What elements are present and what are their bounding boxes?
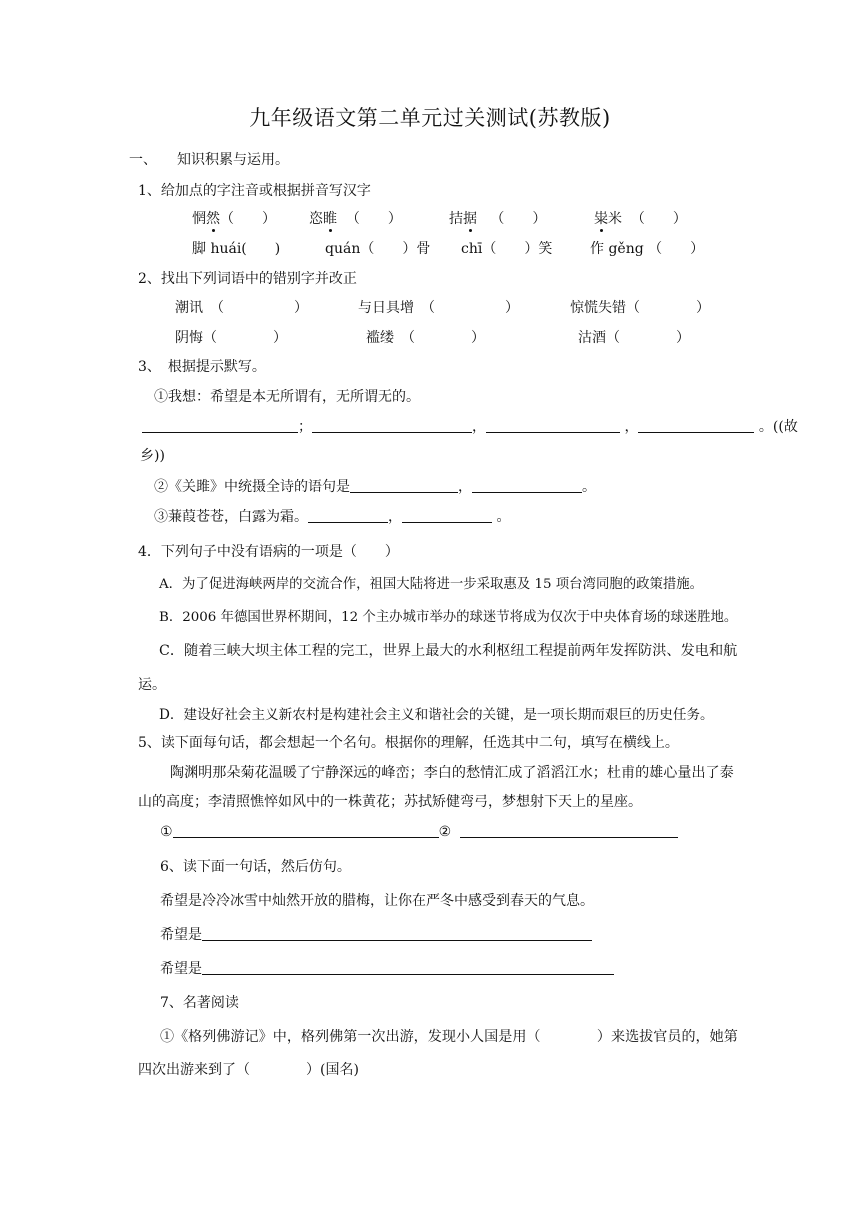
answer-blank[interactable] xyxy=(350,478,458,493)
q6-answer-1: 希望是 xyxy=(160,926,592,944)
question-3-label: 3、 根据提示默写。 xyxy=(138,359,266,375)
q2-word-2: 与日具增 （ ） xyxy=(358,300,519,316)
answer-blank[interactable] xyxy=(486,418,620,433)
q3-item-1-source: 乡)) xyxy=(140,448,165,464)
q5-passage-line-1: 陶渊明那朵菊花温暖了宁静深远的峰峦；李白的愁情汇成了滔滔江水；杜甫的雄心量出了泰 xyxy=(170,765,734,781)
answer-blank[interactable] xyxy=(402,508,492,523)
question-2-label: 2、找出下列词语中的错别字并改正 xyxy=(138,271,357,287)
q4-option-a: A．为了促进海峡两岸的交流合作，祖国大陆将进一步采取惠及 15 项台湾同胞的政策措施。 xyxy=(159,577,704,592)
q7-line-1: ①《格列佛游记》中，格列佛第一次出游，发现小人国是用（ ）来选拔官员的，她第 xyxy=(160,1029,738,1045)
answer-blank[interactable] xyxy=(472,478,582,493)
q1-pinyin-4: 作 gěng （ ） xyxy=(590,241,705,257)
answer-blank[interactable] xyxy=(202,926,592,941)
q3-item-1-prompt: ①我想：希望是本无所谓有，无所谓无的。 xyxy=(154,389,420,405)
answer-blank[interactable] xyxy=(142,418,298,433)
q5-answer-line: ① ② xyxy=(160,823,678,841)
answer-blank[interactable] xyxy=(638,418,754,433)
q4-option-d: D．建设好社会主义新农村是构建社会主义和谐社会的关键，是一项长期而艰巨的历史任务。 xyxy=(159,707,714,723)
q5-passage-line-2: 山的高度；李清照憔悴如风中的一株黄花；苏拭矫健弯弓，梦想射下天上的星座。 xyxy=(138,794,642,810)
q1-pinyin-2: quán（ ）骨 xyxy=(325,241,431,257)
question-6-label: 6、读下面一句话，然后仿句。 xyxy=(160,859,351,875)
q4-option-b: B．2006 年德国世界杯期间，12 个主办城市举办的球迷节将成为仅次于中央体育场的球迷胜地。 xyxy=(159,610,738,625)
q1-word-1: 惘然（ ） xyxy=(192,211,276,227)
question-1-label: 1、给加点的字注音或根据拼音写汉字 xyxy=(138,183,371,199)
q7-line-2: 四次出游来到了（ ）(国名) xyxy=(138,1062,359,1078)
section-number: 一、 xyxy=(129,152,157,168)
page-title: 九年级语文第二单元过关测试(苏教版) xyxy=(249,106,611,130)
question-5-label: 5、读下面每句话，都会想起一个名句。根据你的理解，任选其中二句，填写在横线上。 xyxy=(138,735,679,751)
q1-word-2: 恣睢 （ ） xyxy=(309,211,402,227)
section-label: 知识积累与运用。 xyxy=(177,152,289,168)
q3-item-1-blanks: ； ， ， 。((故 xyxy=(142,418,798,436)
q2-word-1: 潮讯 （ ） xyxy=(175,300,308,316)
q1-pinyin-3: chī（ ）笑 xyxy=(461,241,553,257)
q2-word-3: 惊慌失错（ ） xyxy=(570,300,710,316)
q3-item-2: ②《关雎》中统摄全诗的语句是 ， 。 xyxy=(154,479,596,495)
q3-item-3: ③蒹葭苍苍，白露为霜。 ， 。 xyxy=(154,509,511,525)
answer-blank[interactable] xyxy=(308,508,388,523)
q1-word-4: 粜米 （ ） xyxy=(594,211,687,227)
q2-word-4: 阴悔（ ） xyxy=(175,330,287,346)
answer-blank[interactable] xyxy=(173,823,439,838)
q4-option-c: C．随着三峡大坝主体工程的完工，世界上最大的水利枢纽工程提前两年发挥防洪、发电和航 xyxy=(159,643,738,659)
q1-pinyin-1: 脚 huái( ) xyxy=(192,241,281,257)
q2-word-6: 沽酒（ ） xyxy=(578,330,690,346)
q2-word-5: 褴缕 （ ） xyxy=(366,330,485,346)
question-7-label: 7、名著阅读 xyxy=(160,995,239,1011)
q6-example: 希望是冷冷冰雪中灿然开放的腊梅，让你在严冬中感受到春天的气息。 xyxy=(160,893,594,909)
q1-word-3: 拮据 （ ） xyxy=(449,211,547,227)
q4-option-c-cont: 运。 xyxy=(138,677,166,693)
answer-blank[interactable] xyxy=(460,823,678,838)
question-4-label: 4．下列句子中没有语病的一项是（ ） xyxy=(138,544,399,560)
answer-blank[interactable] xyxy=(202,960,614,975)
answer-blank[interactable] xyxy=(312,418,472,433)
q6-answer-2: 希望是 xyxy=(160,960,614,978)
